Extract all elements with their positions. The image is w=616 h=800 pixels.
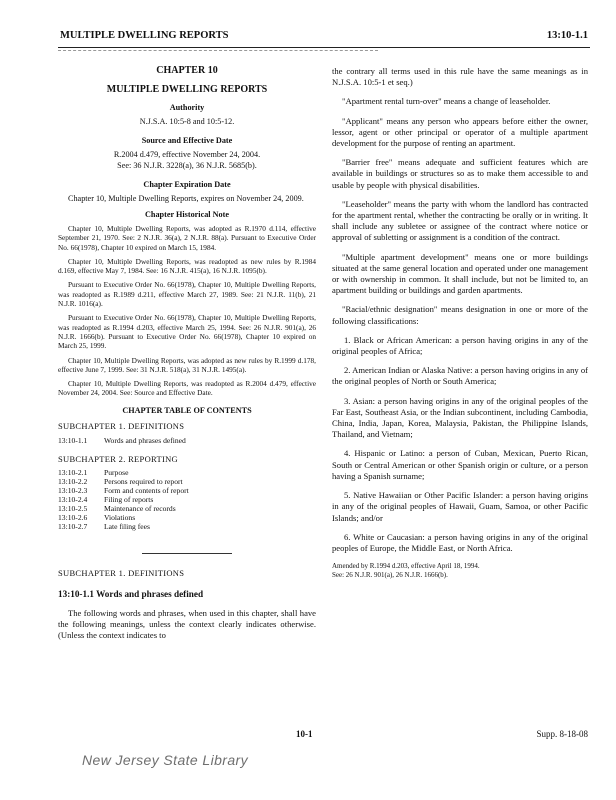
toc-number: 13:10-2.5 [58, 504, 88, 514]
classification-item: 1. Black or African American: a person having origins in any of the original peoples of Africa; [332, 334, 588, 357]
toc-label: Violations [104, 513, 136, 523]
definition-paragraph: the contrary all terms used in this rule have the same meanings as in N.J.S.A. 10:5-1 et seq.) [332, 66, 588, 88]
history-note: Pursuant to Executive Order No. 66(1978), Chapter 10, Multiple Dwelling Reports, was readopted as R.1994 d.203, effective March 25, 1994. See: 26 N.J.R. 901(a), 26 N.J.R. 1666(b). Pursuant to Executive Order No. 66(1978), Chapter 10 expired on March 25, 1999. [58, 313, 316, 351]
classification-item: 4. Hispanic or Latino: a person of Cuban, Mexican, Puerto Rican, South or Central American or other Spanish origin or culture, or a person having a Spanish surname; [332, 448, 588, 481]
classification-item: 5. Native Hawaiian or Other Pacific Islander: a person having origins in any of the original peoples of Hawaii, Guam, Samoa, or other Pacific Islands; and/or [332, 490, 588, 523]
history-notes [58, 224, 316, 398]
classification-item: 2. American Indian or Alaska Native: a person having origins in any of the original peoples of North or South America; [332, 365, 588, 387]
toc-number: 13:10-2.6 [58, 513, 88, 523]
left-column [58, 66, 316, 649]
amendment-note [332, 562, 588, 579]
toc-entry[interactable] [58, 504, 316, 513]
definition-paragraph: "Multiple apartment development" means one or more buildings situated at the same general location and operated under one management or with ownership in common. It shall include, but not be limited to, an apartment building or buildings and garden apartments. [332, 251, 588, 296]
header-rule [58, 47, 590, 48]
toc-number: 13:10-2.7 [58, 522, 88, 532]
chapter-title: MULTIPLE DWELLING REPORTS [106, 83, 268, 95]
definition-paragraph: "Applicant" means any person who appears before either the owner, lessor, agent or other principal or operator of a multiple apartment development for the purpose of renting an apartment. [332, 115, 588, 149]
toc-label: Maintenance of records [104, 504, 176, 514]
amendment-line-2: See: 26 N.J.R. 901(a), 26 N.J.R. 1666(b). [332, 570, 448, 579]
toc-entry[interactable] [58, 522, 316, 531]
authority-text: N.J.S.A. 10:5-8 and 10:5-12. [139, 116, 235, 126]
toc-entry[interactable] [58, 495, 316, 504]
toc-entry[interactable] [58, 468, 316, 477]
toc-subchapter-2: SUBCHAPTER 2. REPORTING [58, 453, 178, 464]
body-subchapter-title: SUBCHAPTER 1. DEFINITIONS [58, 568, 185, 579]
definition-paragraph: "Apartment rental turn-over" means a change of leaseholder. [342, 96, 551, 107]
toc-heading: CHAPTER TABLE OF CONTENTS [122, 405, 252, 415]
section-title: 13:10-1.1 Words and phrases defined [58, 589, 204, 600]
toc-entry[interactable] [58, 477, 316, 486]
definition-paragraph: "Barrier free" means adequate and sufficient features which are available in buildings or structures so as to make them accessible to and usable by people with physical disabilities. [332, 157, 588, 190]
section-intro: The following words and phrases, when used in this chapter, shall have the following meanings, unless the context clearly indicates otherwise. (Unless the context indicates to [58, 607, 316, 641]
toc-entry[interactable] [58, 486, 316, 495]
amendment-line-1: Amended by R.1994 d.203, effective April 18, 1994. [332, 562, 480, 571]
expiration-text: Chapter 10, Multiple Dwelling Reports, expires on November 24, 2009. [68, 193, 304, 203]
section-divider [142, 553, 232, 554]
header-rule-faint [58, 50, 378, 51]
chapter-number: CHAPTER 10 [156, 65, 218, 76]
classification-list [332, 335, 588, 554]
source-heading: Source and Effective Date [141, 136, 233, 146]
toc-label: Form and contents of report [104, 486, 189, 496]
authority-heading: Authority [169, 103, 205, 113]
supplement-date: Supp. 8-18-08 [536, 729, 588, 739]
toc-number: 13:10-2.1 [58, 468, 88, 478]
page-number: 10-1 [296, 729, 313, 739]
history-note: Chapter 10, Multiple Dwelling Reports, was adopted as new rules by R.1999 d.178, effective June 7, 1999. See: 31 N.J.R. 518(a), 31 N.J.R. 1495(a). [58, 355, 316, 374]
toc-number: 13:10-2.4 [58, 495, 88, 505]
classification-item: 6. White or Caucasian: a person having origins in any of the original peoples of Europe, the Middle East, or North Africa. [332, 531, 588, 553]
history-heading: Chapter Historical Note [145, 210, 229, 220]
toc-entry[interactable] [58, 436, 316, 445]
definition-paragraph: "Racial/ethnic designation" means designation in one or more of the following classifications: [332, 304, 588, 326]
toc-number: 13:10-2.2 [58, 477, 88, 487]
toc-label: Purpose [104, 468, 129, 478]
expiration-heading: Chapter Expiration Date [143, 180, 231, 190]
source-line-2: See: 36 N.J.R. 3228(a), 36 N.J.R. 5685(b). [117, 160, 257, 170]
running-header [60, 30, 588, 46]
toc-number: 13:10-2.3 [58, 486, 88, 496]
toc-subchapter-1: SUBCHAPTER 1. DEFINITIONS [58, 421, 185, 432]
source-line-1: R.2004 d.479, effective November 24, 2004. [113, 149, 261, 159]
history-note: Chapter 10, Multiple Dwelling Reports, was readopted as new rules by R.1984 d.169, effective May 7, 1984. See: 16 N.J.R. 415(a), 16 N.J.R. 1095(b). [58, 256, 316, 276]
header-title: MULTIPLE DWELLING REPORTS [60, 30, 229, 41]
toc-number: 13:10-1.1 [58, 435, 88, 445]
toc-entry[interactable] [58, 513, 316, 522]
history-note: Chapter 10, Multiple Dwelling Reports, was readopted as R.2004 d.479, effective November 24, 2004. See: Source and Effective Date. [58, 379, 316, 398]
classification-item: 3. Asian: a person having origins in any of the original peoples of the Far East, Southeast Asia, or the Indian subcontinent, including Cambodia, China, India, Japan, Korea, Malaysia, Pakistan, the Philippine Islands, Thailand, and Vietnam; [332, 395, 588, 440]
history-note: Pursuant to Executive Order No. 66(1978), Chapter 10, Multiple Dwelling Reports, was readopted as R.1989 d.211, effective March 27, 1989. See: 21 N.J.R. 11(b), 21 N.J.R. 1016(a). [58, 280, 316, 309]
history-note: Chapter 10, Multiple Dwelling Reports, was adopted as R.1970 d.114, effective September 21, 1970. See: 2 N.J.R. 36(a), 2 N.J.R. 88(a). Pursuant to Executive Order No. 66(1978), Chapter 10 expired on March 15, 1984. [58, 223, 316, 252]
toc-label: Late filing fees [104, 522, 150, 532]
toc-label: Filing of reports [104, 495, 154, 505]
definition-paragraph: "Leaseholder" means the party with whom the landlord has contracted for the apartment rental, whether the contracting be orally or in writing. It shall include any subletee or assignee of the contract where notice or approval of subletting or assignment is a condition of the contract. [332, 198, 588, 243]
toc-label: Persons required to report [104, 477, 183, 487]
right-column [332, 66, 588, 579]
toc-label: Words and phrases defined [104, 435, 186, 445]
header-section-number: 13:10-1.1 [546, 30, 588, 41]
library-stamp: New Jersey State Library [82, 752, 248, 768]
